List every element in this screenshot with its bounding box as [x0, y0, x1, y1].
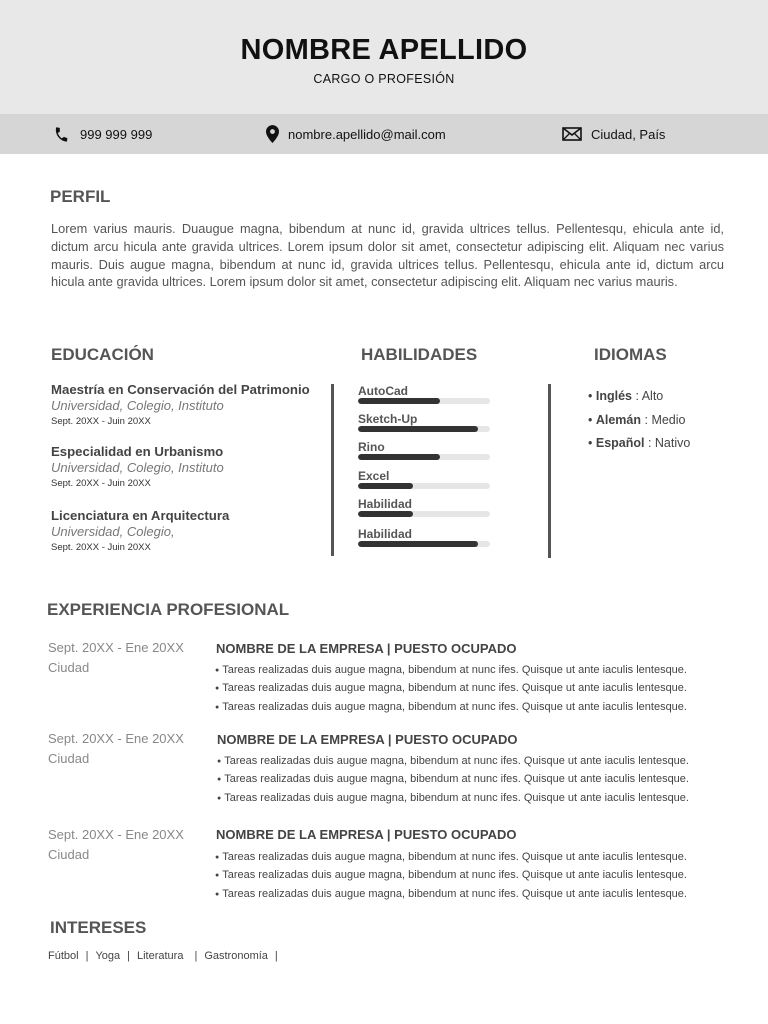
education-school: Universidad, Colegio, — [51, 524, 175, 539]
education-item — [51, 444, 331, 489]
skill-bar-fill — [358, 511, 413, 517]
experience-bullets — [215, 849, 687, 904]
skill-name: Rino — [358, 440, 385, 454]
skill-bar-track — [358, 426, 490, 432]
experience-bullet: ● Tareas realizadas duis augue magna, bibendum at nunc ifes. Quisque ut ante iaculis lentesque. — [215, 699, 687, 717]
education-date: Sept. 20XX - Juin 20XX — [51, 478, 151, 489]
experience-dates — [48, 638, 184, 678]
email-text: nombre.apellido@mail.com — [288, 126, 446, 142]
contact-location — [562, 114, 665, 154]
education-school: Universidad, Colegio, Instituto — [51, 460, 224, 475]
candidate-role: CARGO O PROFESIÓN — [313, 72, 455, 86]
education-degree: Maestría en Conservación del Patrimonio — [51, 382, 310, 397]
language-separator: : — [644, 436, 655, 450]
language-name: Alemán — [595, 413, 642, 427]
education-date: Sept. 20XX - Juin 20XX — [51, 416, 151, 427]
experience-city: Ciudad — [48, 751, 90, 766]
skill-item — [358, 384, 493, 404]
contact-email — [266, 114, 446, 154]
location-text: Ciudad, País — [591, 126, 666, 142]
skill-bar-fill — [358, 426, 478, 432]
experience-period: Sept. 20XX - Ene 20XX — [48, 640, 184, 655]
experience-dates — [48, 729, 184, 769]
experience-bullet: ● Tareas realizadas duis augue magna, bibendum at nunc ifes. Quisque ut ante iaculis lentesque. — [217, 790, 689, 808]
language-level: Nativo — [654, 436, 691, 450]
experience-bullet: ● Tareas realizadas duis augue magna, bibendum at nunc ifes. Quisque ut ante iaculis lentesque. — [215, 662, 687, 680]
skill-item — [358, 469, 493, 489]
language-item: • Alemán : Medio — [588, 413, 686, 427]
education-school: Universidad, Colegio, Instituto — [51, 398, 224, 413]
interest-item: Literatura — [136, 950, 184, 962]
language-item: • Español : Nativo — [588, 436, 691, 450]
phone-icon — [52, 126, 71, 143]
interest-separator: | — [85, 950, 89, 962]
experience-city: Ciudad — [48, 660, 90, 675]
experience-bullet: ● Tareas realizadas duis augue magna, bibendum at nunc ifes. Quisque ut ante iaculis lentesque. — [217, 771, 689, 789]
phone-text: 999 999 999 — [80, 126, 153, 142]
interest-item: Fútbol — [48, 950, 79, 962]
skill-name: AutoCad — [358, 384, 408, 398]
interests-list — [48, 950, 285, 962]
experience-dates — [48, 825, 184, 865]
skill-bar-track — [358, 483, 490, 489]
language-separator: : — [631, 389, 642, 403]
skill-item — [358, 440, 493, 460]
skill-name: Habilidad — [358, 497, 413, 511]
language-item: • Inglés : Alto — [588, 389, 664, 403]
interests-title: INTERESES — [50, 918, 147, 937]
language-separator: : — [641, 413, 652, 427]
skill-name: Excel — [358, 469, 390, 483]
skill-name: Habilidad — [358, 527, 413, 541]
experience-company: NOMBRE DE LA EMPRESA | PUESTO OCUPADO — [216, 641, 517, 656]
education-item — [51, 508, 331, 553]
interest-separator: | — [274, 950, 278, 962]
skill-bar-fill — [358, 454, 440, 460]
experience-bullet: ● Tareas realizadas duis augue magna, bibendum at nunc ifes. Quisque ut ante iaculis lentesque. — [215, 849, 687, 867]
experience-company: NOMBRE DE LA EMPRESA | PUESTO OCUPADO — [217, 732, 518, 747]
skill-bar-track — [358, 541, 490, 547]
language-name: Español — [595, 436, 645, 450]
column-divider — [548, 384, 551, 558]
languages-title: IDIOMAS — [594, 345, 667, 364]
interest-item: Gastronomía — [204, 950, 268, 962]
education-degree: Licenciatura en Arquitectura — [51, 508, 230, 523]
profile-title: PERFIL — [50, 187, 111, 206]
education-degree: Especialidad en Urbanismo — [51, 444, 224, 459]
skills-title: HABILIDADES — [361, 345, 478, 364]
contact-phone — [52, 114, 152, 154]
skill-item — [358, 527, 493, 547]
skill-name: Sketch-Up — [358, 412, 418, 426]
language-level: Medio — [651, 413, 686, 427]
skill-bar-fill — [358, 541, 478, 547]
interest-item: Yoga — [95, 950, 121, 962]
skill-bar-track — [358, 398, 490, 404]
experience-title: EXPERIENCIA PROFESIONAL — [47, 600, 290, 619]
column-divider — [331, 384, 334, 556]
experience-period: Sept. 20XX - Ene 20XX — [48, 827, 184, 842]
experience-city: Ciudad — [48, 847, 90, 862]
candidate-name: NOMBRE APELLIDO — [240, 34, 528, 66]
envelope-icon — [562, 127, 582, 141]
experience-bullet: ● Tareas realizadas duis augue magna, bibendum at nunc ifes. Quisque ut ante iaculis lentesque. — [215, 886, 687, 904]
skill-bar-fill — [358, 483, 413, 489]
skill-item — [358, 497, 493, 517]
education-item — [51, 382, 331, 427]
experience-bullet: ● Tareas realizadas duis augue magna, bibendum at nunc ifes. Quisque ut ante iaculis lentesque. — [215, 867, 687, 885]
education-date: Sept. 20XX - Juin 20XX — [51, 542, 151, 553]
experience-company: NOMBRE DE LA EMPRESA | PUESTO OCUPADO — [216, 827, 517, 842]
skill-bar-track — [358, 454, 490, 460]
experience-bullets — [215, 662, 687, 717]
education-title: EDUCACIÓN — [51, 345, 154, 364]
skill-bar-fill — [358, 398, 440, 404]
location-pin-icon — [266, 125, 279, 143]
experience-bullets — [217, 753, 689, 808]
skill-item — [358, 412, 493, 432]
interest-separator: | — [127, 950, 130, 962]
experience-bullet: ● Tareas realizadas duis augue magna, bibendum at nunc ifes. Quisque ut ante iaculis lentesque. — [217, 753, 689, 771]
language-level: Alto — [641, 389, 664, 403]
experience-period: Sept. 20XX - Ene 20XX — [48, 731, 184, 746]
language-name: Inglés — [595, 389, 632, 403]
experience-bullet: ● Tareas realizadas duis augue magna, bibendum at nunc ifes. Quisque ut ante iaculis lentesque. — [215, 680, 687, 698]
profile-text: Lorem varius mauris. Duaugue magna, bibendum at nunc id, gravida ultrices tellus. Pellentesqu, ehicula ante id, dictum arcu hicula ante gravida ultrices. Lorem ipsum dolor sit amet, consectetur adipiscing elit. Aliquam nec varius mauris. Duis augue magna, bibendum at nunc id, gravida ultrices tellus. Pellentesqu, ehicula ante id, dictum arcu hicula ante gravida ultrices. Lorem ipsum dolor sit amet, consectetur adipiscing elit. Aliquam nec varius mauris. — [51, 221, 724, 290]
interest-separator: | — [194, 950, 198, 962]
skill-bar-track — [358, 511, 490, 517]
